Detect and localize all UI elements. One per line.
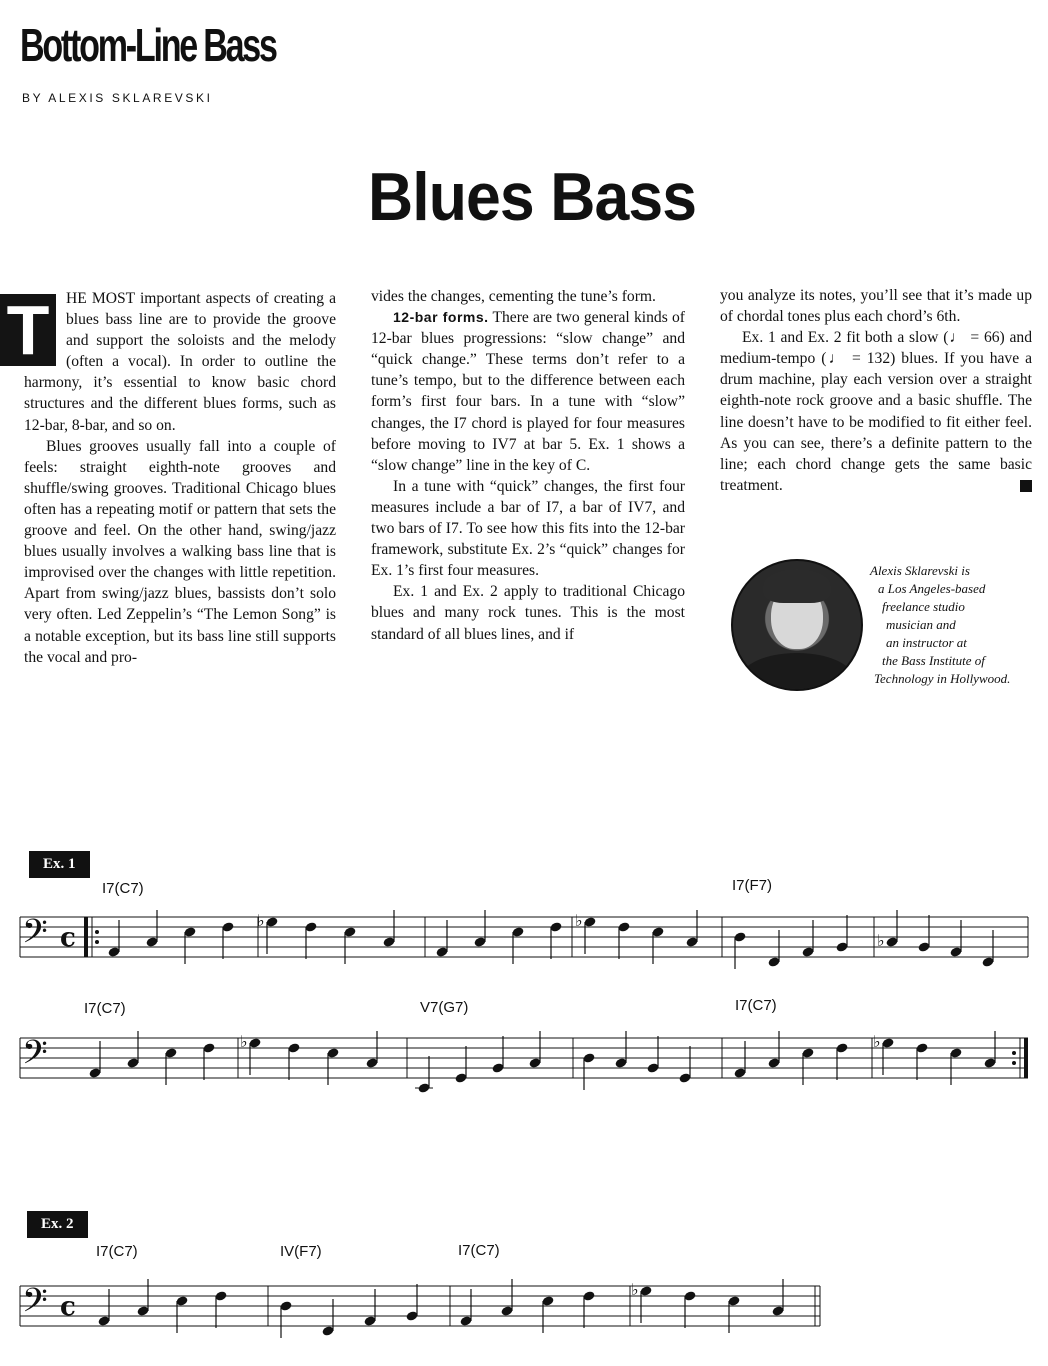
chord-symbol: I7(C7): [84, 1000, 126, 1017]
chord-symbol: I7(C7): [96, 1243, 138, 1260]
repeat-dot: [1012, 1061, 1016, 1065]
paragraph: Ex. 1 and Ex. 2 apply to traditional Chicago blues and many rock tunes. This is the most standard of all blues lines, and if: [371, 583, 685, 643]
chord-symbol: V7(G7): [420, 999, 469, 1016]
chord-symbol: I7(C7): [102, 880, 144, 897]
ex1-label: Ex. 1: [29, 851, 90, 878]
bio-line: musician and: [886, 617, 956, 632]
paragraph-text: There are two general kinds of 12-bar blues progressions: “slow change” and “quick change.” These terms don’t refer to a tune’s tempo, but to the difference between each form’s first four bars. In a tune with “slow” changes, the I7 chord is played for four measures before moving to IV7 at bar 5. Ex. 1 shows a “slow change” line in the key of C.: [371, 309, 685, 474]
flat-icon: ♭: [873, 1032, 881, 1051]
time-signature-icon: c: [60, 923, 76, 953]
paragraph: In a tune with “quick” changes, the first four measures include a bar of I7, a bar of IV7, and two bars of I7. To see how this fits into the 12-bar framework, substitute Ex. 2’s “quick” changes for Ex. 1’s first four measures.: [371, 477, 685, 580]
paragraph: vides the changes, cementing the tune’s form.: [371, 288, 656, 305]
bio-line: Technology in Hollywood.: [874, 671, 1011, 686]
ex2-label: Ex. 2: [27, 1211, 88, 1238]
bio-line: an instructor at: [886, 635, 967, 650]
flat-icon: ♭: [877, 931, 885, 950]
bass-clef-icon: 𝄢: [22, 1282, 48, 1328]
bass-clef-icon: 𝄢: [22, 1034, 48, 1080]
paragraph: Blues grooves usually fall into a couple of feels: straight eighth-note grooves and shuffle/swing grooves. Traditional Chicago blues often has a repeating motif or pattern that sets the groove and feel. On the other hand, swing/jazz blues usually involves a walking bass line that is improvised over the changes with little repetition. Apart from swing/jazz blues, bassists don’t solo very often. Led Zeppelin’s “The Lemon Song” is a notable exception, but its bass line still supports the vocal and pro-: [24, 437, 336, 666]
flat-icon: ♭: [240, 1032, 248, 1051]
paragraph: you analyze its notes, you’ll see that it’s made up of chordal tones plus each chord’s 6th.: [720, 287, 1032, 326]
department-title: Bottom-Line Bass: [20, 19, 276, 71]
flat-icon: ♭: [257, 911, 265, 930]
bass-clef-icon: 𝄢: [22, 913, 48, 959]
author-name: ALEXIS SKLAREVSKI: [48, 91, 213, 105]
paragraph-text: Ex. 1 and Ex. 2 fit both a slow (♩ = 66) and medium-tempo (♩ = 132) blues. If you have a drum machine, play each version over a straight eighth-note rock groove and a basic shuffle. The line doesn’t have to be modified to fit either feel. As you can see, there’s a definite pattern to the line; each chord change gets the same basic treatment.: [720, 329, 1032, 494]
bio-line: Alexis Sklarevski is: [870, 563, 970, 578]
paragraph-text: HE MOST important aspects of creating a blues bass line are to provide the groove and support the soloists and the melody (often a vocal). In order to outline the harmony, it’s essential to know basic chord structures and the different blues forms, such as 12-bar, 8-bar, and so on.: [24, 290, 336, 434]
flat-icon: ♭: [575, 911, 583, 930]
chord-symbol: I7(F7): [732, 877, 773, 894]
article-title: Blues Bass: [368, 159, 697, 235]
repeat-dot: [95, 930, 99, 934]
section-heading: 12-bar forms.: [393, 309, 489, 326]
chord-symbol: I7(C7): [458, 1242, 500, 1259]
chord-symbol: I7(C7): [735, 997, 777, 1014]
bio-line: the Bass Institute of: [882, 653, 985, 668]
flat-icon: ♭: [631, 1280, 639, 1299]
bio-line: freelance studio: [882, 599, 965, 614]
time-signature-icon: c: [60, 1292, 76, 1322]
repeat-dot: [1012, 1051, 1016, 1055]
chord-symbol: IV(F7): [280, 1243, 322, 1260]
drop-cap: T: [0, 294, 56, 366]
byline-prefix: BY: [22, 91, 43, 105]
bio-line: a Los Angeles-based: [878, 581, 986, 596]
repeat-dot: [95, 940, 99, 944]
